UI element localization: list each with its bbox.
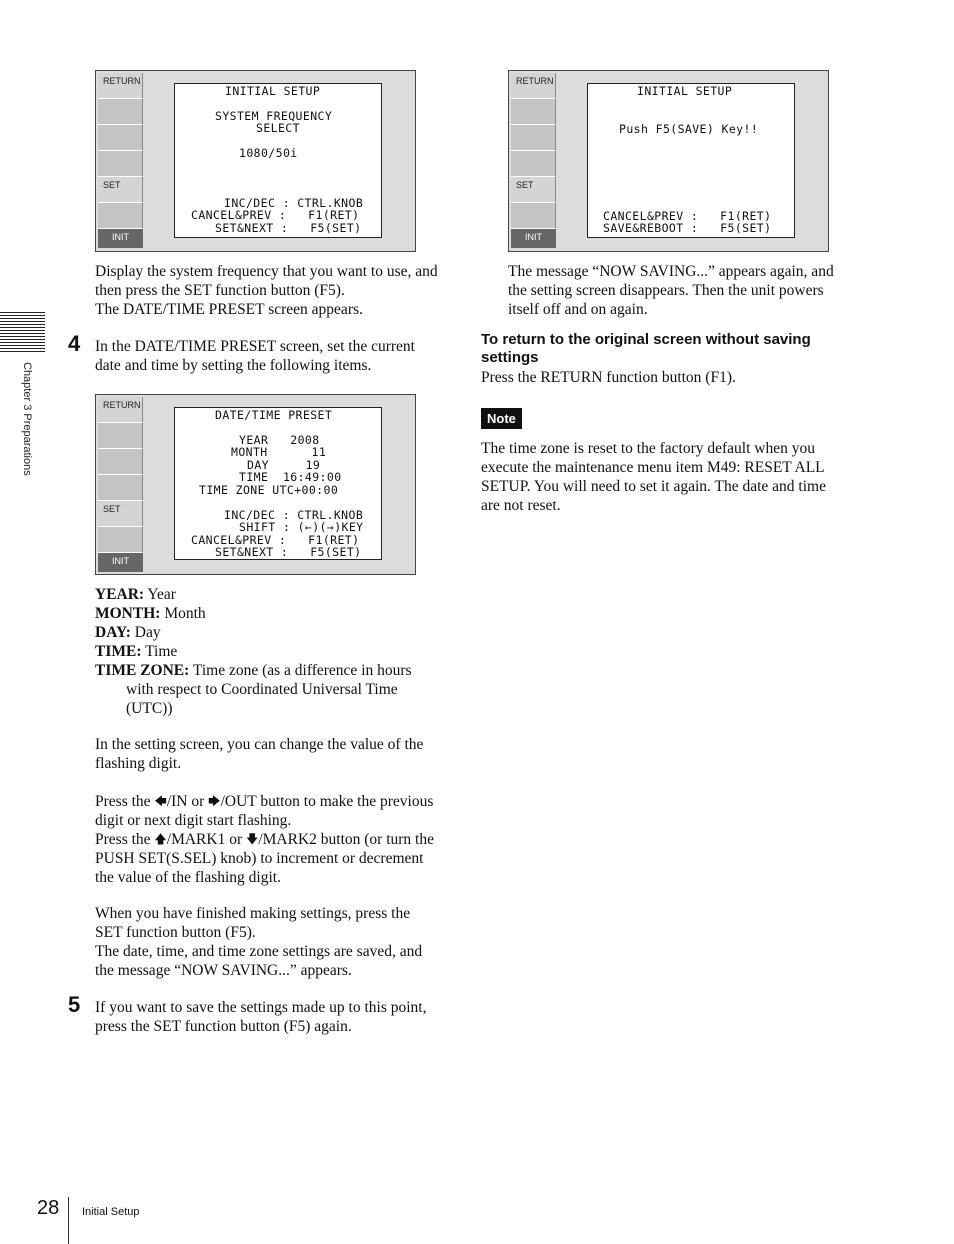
settings-definitions: YEAR: Year MONTH: Month DAY: Day TIME: Time TIME ZONE: Time zone (as a difference in hours with respect to Coordinated Universal Time (UTC)) [95, 586, 412, 717]
lcd-screen-date-time-preset [95, 394, 416, 575]
down-arrow-icon: 🡇 [246, 832, 259, 846]
paragraph-finish: When you have finished making settings, press the SET function button (F5). The date, time, and time zone settings are saved, and the message “NOW SAVING...” appears. [95, 905, 423, 979]
definition-year: YEAR: Year [95, 586, 176, 603]
step-number-4: 4 [68, 331, 81, 356]
screen-line: SELECT [256, 121, 300, 135]
f5-set-button[interactable]: SET [98, 177, 143, 203]
left-arrow-icon: 🡄 [154, 794, 167, 808]
screen-value: 1080/50i [239, 146, 298, 160]
paragraph-press-buttons: Press the 🡄/IN or 🡆/OUT button to make the previous digit or next digit start flashing. Press the 🡅/MARK1 or 🡇/MARK2 button (or turn the PUSH SET(S.SEL) knob) to increment or decrement the value of the flashing digit. [95, 793, 434, 886]
screen-line: SAVE&REBOOT : F5(SET) [603, 221, 772, 235]
lcd-screen-system-frequency [95, 70, 416, 252]
screen-title: INITIAL SETUP [637, 84, 733, 98]
chapter-tab-marks [0, 312, 45, 354]
paragraph-flashing: In the setting screen, you can change the value of the flashing digit. [95, 736, 424, 772]
f5-set-button[interactable]: SET [511, 177, 556, 203]
f1-return-button[interactable]: RETURN [98, 73, 143, 99]
lcd-display [587, 83, 795, 238]
paragraph-frequency: Display the system frequency that you want to use, and then press the SET function button (F5). The DATE/TIME PRESET screen appears. [95, 263, 438, 318]
init-button[interactable]: INIT [98, 553, 143, 572]
footer-divider [68, 1197, 69, 1244]
screen-line-time: TIME 16:49:00 [239, 470, 342, 484]
f4-button[interactable] [98, 475, 143, 501]
screen-line: SHIFT : (←)(→)KEY [239, 520, 364, 534]
definition-time: TIME: Time [95, 643, 178, 660]
screen-line: INC/DEC : CTRL.KNOB [224, 508, 364, 522]
right-arrow-icon: 🡆 [208, 794, 221, 808]
function-buttons [511, 73, 556, 249]
f2-button[interactable] [98, 423, 143, 449]
screen-line: INC/DEC : CTRL.KNOB [224, 196, 364, 210]
screen-line: SET&NEXT : F5(SET) [215, 545, 362, 559]
f3-button[interactable] [98, 125, 143, 151]
screen-message: Push F5(SAVE) Key!! [619, 122, 759, 136]
screen-line-day: DAY 19 [247, 458, 321, 472]
f5-set-button[interactable]: SET [98, 501, 143, 527]
init-button[interactable]: INIT [98, 229, 143, 248]
init-button[interactable]: INIT [511, 229, 556, 248]
f1-return-button[interactable]: RETURN [511, 73, 556, 99]
f6-button[interactable] [511, 203, 556, 229]
lcd-display [174, 83, 382, 238]
f6-button[interactable] [98, 527, 143, 553]
section-heading-return: To return to the original screen without saving settings [481, 331, 811, 366]
lcd-display [174, 407, 382, 560]
f6-button[interactable] [98, 203, 143, 229]
screen-line-time-zone: TIME ZONE UTC+00:00 [199, 483, 339, 497]
note-badge: Note [481, 408, 522, 429]
screen-line-month: MONTH 11 [231, 445, 327, 459]
chapter-label: Chapter 3 Preparations [21, 362, 33, 476]
f3-button[interactable] [511, 125, 556, 151]
step-5-text: If you want to save the settings made up to this point, press the SET function button (F5) again. [95, 999, 427, 1035]
screen-line: CANCEL&PREV : F1(RET) [191, 533, 360, 547]
screen-line: CANCEL&PREV : F1(RET) [603, 209, 772, 223]
f3-button[interactable] [98, 449, 143, 475]
screen-title: INITIAL SETUP [225, 84, 321, 98]
screen-title: DATE/TIME PRESET [215, 408, 333, 422]
paragraph-now-saving: The message “NOW SAVING...” appears again, and the setting screen disappears. Then the unit powers itself off and on again. [508, 263, 834, 318]
definition-day: DAY: Day [95, 624, 161, 641]
definition-month: MONTH: Month [95, 605, 206, 622]
page-number: 28 [37, 1197, 60, 1219]
note-text: The time zone is reset to the factory default when you execute the maintenance menu item M49: RESET ALL SETUP. You will need to set it again. The date and time are not reset. [481, 440, 826, 514]
step-number-5: 5 [68, 992, 81, 1017]
lcd-screen-save [508, 70, 829, 252]
f4-button[interactable] [511, 151, 556, 177]
f2-button[interactable] [511, 99, 556, 125]
screen-line: SET&NEXT : F5(SET) [215, 221, 362, 235]
screen-line: SYSTEM FREQUENCY [215, 109, 333, 123]
f2-button[interactable] [98, 99, 143, 125]
paragraph-return: Press the RETURN function button (F1). [481, 369, 736, 386]
screen-line-year: YEAR 2008 [239, 433, 320, 447]
up-arrow-icon: 🡅 [154, 832, 167, 846]
definition-time-zone: TIME ZONE: Time zone (as a difference in hours [95, 662, 412, 679]
function-buttons [98, 397, 143, 572]
screen-line: CANCEL&PREV : F1(RET) [191, 208, 360, 222]
f1-return-button[interactable]: RETURN [98, 397, 143, 423]
f4-button[interactable] [98, 151, 143, 177]
footer-section: Initial Setup [82, 1206, 140, 1218]
step-4-text: In the DATE/TIME PRESET screen, set the current date and time by setting the following items. [95, 338, 415, 374]
function-buttons [98, 73, 143, 249]
